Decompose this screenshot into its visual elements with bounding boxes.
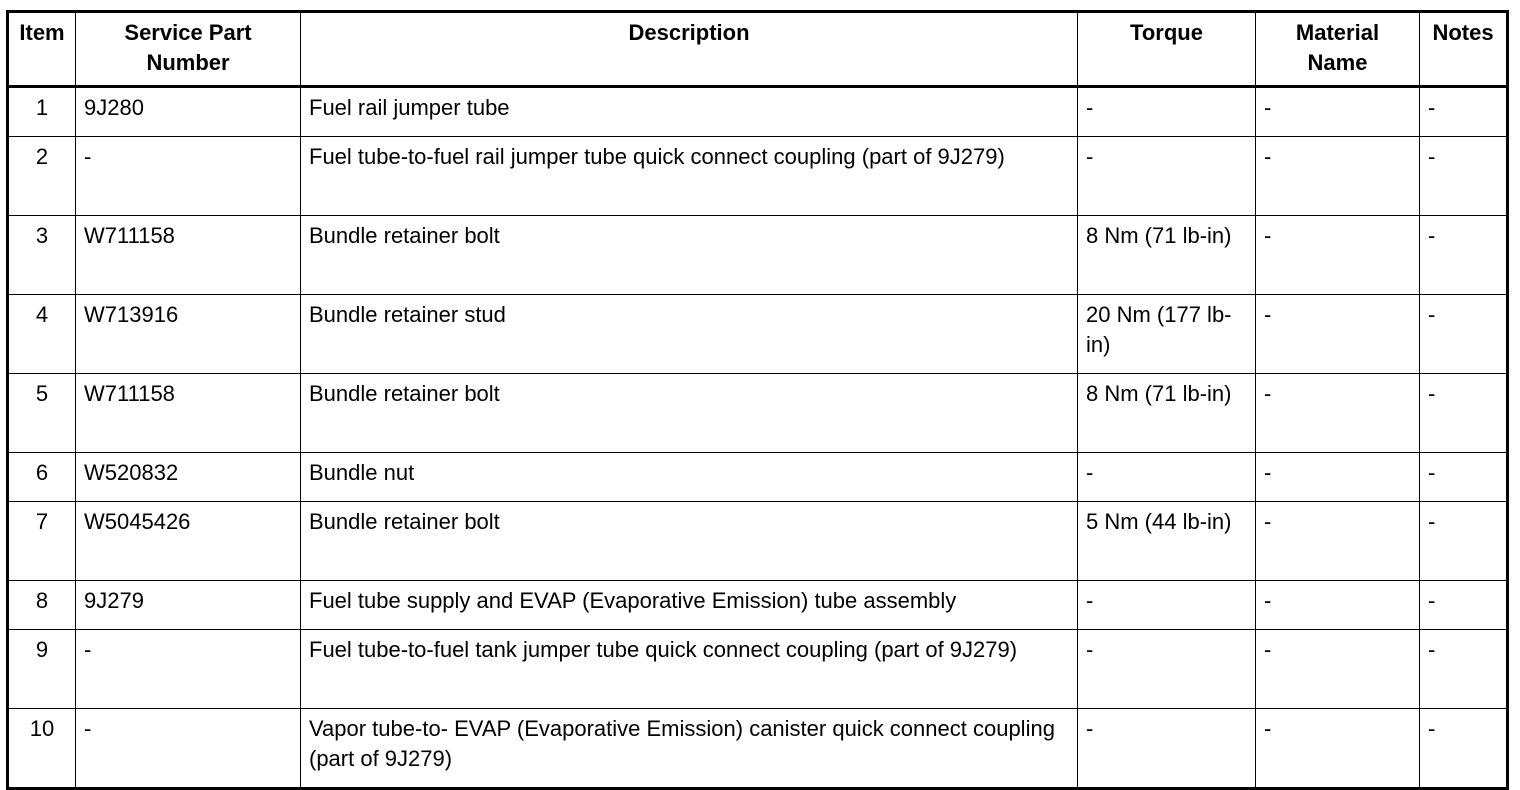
table-row <box>8 630 1508 709</box>
table-row <box>8 453 1508 502</box>
cell-material: - <box>1256 630 1420 709</box>
cell-material: - <box>1256 295 1420 374</box>
cell-part: W711158 <box>76 374 301 453</box>
cell-description: Fuel rail jumper tube <box>301 87 1078 137</box>
parts-table-container <box>6 10 1509 790</box>
cell-item: 10 <box>8 709 76 789</box>
header-row <box>8 12 1508 87</box>
cell-item: 7 <box>8 502 76 581</box>
cell-torque: 8 Nm (71 lb-in) <box>1078 216 1256 295</box>
header-torque: Torque <box>1078 12 1256 87</box>
cell-item: 8 <box>8 581 76 630</box>
table-row <box>8 502 1508 581</box>
cell-notes: - <box>1420 630 1508 709</box>
cell-material: - <box>1256 374 1420 453</box>
cell-material: - <box>1256 581 1420 630</box>
cell-torque: - <box>1078 137 1256 216</box>
cell-torque: - <box>1078 87 1256 137</box>
cell-notes: - <box>1420 581 1508 630</box>
cell-torque: 8 Nm (71 lb-in) <box>1078 374 1256 453</box>
cell-part: - <box>76 709 301 789</box>
cell-material: - <box>1256 216 1420 295</box>
cell-item: 3 <box>8 216 76 295</box>
cell-material: - <box>1256 137 1420 216</box>
cell-torque: - <box>1078 630 1256 709</box>
table-row <box>8 709 1508 789</box>
cell-part: - <box>76 630 301 709</box>
cell-part: 9J279 <box>76 581 301 630</box>
cell-notes: - <box>1420 374 1508 453</box>
cell-part: W711158 <box>76 216 301 295</box>
cell-torque: - <box>1078 709 1256 789</box>
cell-item: 5 <box>8 374 76 453</box>
cell-description: Fuel tube-to-fuel tank jumper tube quick connect coupling (part of 9J279) <box>301 630 1078 709</box>
cell-material: - <box>1256 87 1420 137</box>
cell-material: - <box>1256 453 1420 502</box>
table-row <box>8 216 1508 295</box>
header-item: Item <box>8 12 76 87</box>
cell-notes: - <box>1420 137 1508 216</box>
cell-notes: - <box>1420 453 1508 502</box>
table-row <box>8 374 1508 453</box>
cell-notes: - <box>1420 87 1508 137</box>
cell-part: 9J280 <box>76 87 301 137</box>
table-row <box>8 295 1508 374</box>
cell-item: 9 <box>8 630 76 709</box>
cell-description: Bundle retainer bolt <box>301 502 1078 581</box>
table-row <box>8 137 1508 216</box>
cell-torque: 20 Nm (177 lb-in) <box>1078 295 1256 374</box>
header-notes: Notes <box>1420 12 1508 87</box>
cell-description: Fuel tube supply and EVAP (Evaporative Emission) tube assembly <box>301 581 1078 630</box>
cell-notes: - <box>1420 216 1508 295</box>
cell-description: Vapor tube-to- EVAP (Evaporative Emission) canister quick connect coupling (part of 9J279) <box>301 709 1078 789</box>
header-material-name: Material Name <box>1256 12 1420 87</box>
parts-table <box>6 10 1509 790</box>
cell-notes: - <box>1420 295 1508 374</box>
header-service-part-number: Service Part Number <box>76 12 301 87</box>
cell-material: - <box>1256 502 1420 581</box>
cell-description: Bundle retainer stud <box>301 295 1078 374</box>
cell-item: 6 <box>8 453 76 502</box>
cell-description: Bundle retainer bolt <box>301 374 1078 453</box>
cell-description: Bundle nut <box>301 453 1078 502</box>
header-description: Description <box>301 12 1078 87</box>
cell-material: - <box>1256 709 1420 789</box>
cell-torque: 5 Nm (44 lb-in) <box>1078 502 1256 581</box>
cell-part: W5045426 <box>76 502 301 581</box>
cell-notes: - <box>1420 502 1508 581</box>
cell-item: 1 <box>8 87 76 137</box>
cell-part: W520832 <box>76 453 301 502</box>
cell-description: Fuel tube-to-fuel rail jumper tube quick connect coupling (part of 9J279) <box>301 137 1078 216</box>
cell-item: 2 <box>8 137 76 216</box>
cell-item: 4 <box>8 295 76 374</box>
table-row <box>8 581 1508 630</box>
cell-torque: - <box>1078 581 1256 630</box>
cell-description: Bundle retainer bolt <box>301 216 1078 295</box>
table-row <box>8 87 1508 137</box>
cell-part: W713916 <box>76 295 301 374</box>
cell-notes: - <box>1420 709 1508 789</box>
cell-torque: - <box>1078 453 1256 502</box>
cell-part: - <box>76 137 301 216</box>
